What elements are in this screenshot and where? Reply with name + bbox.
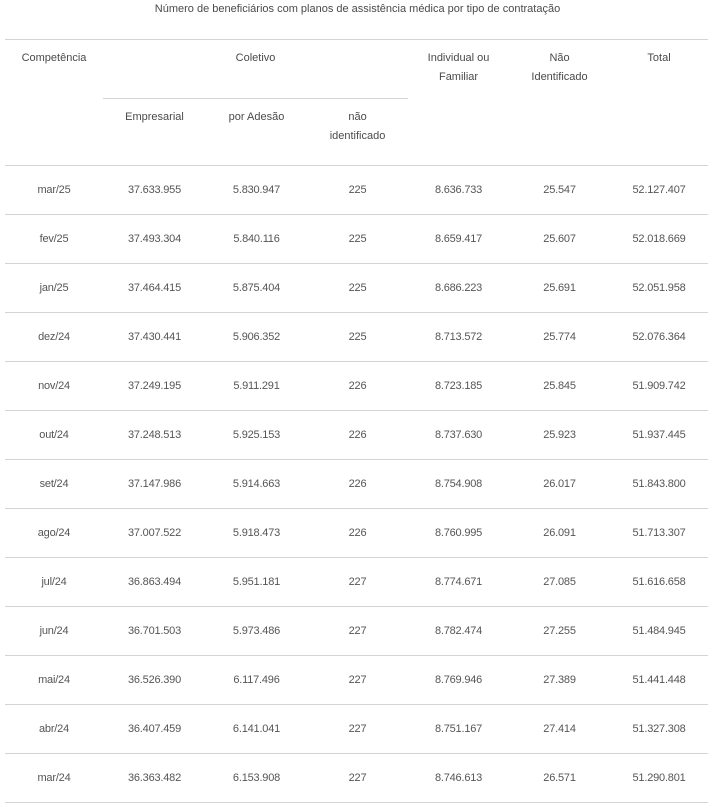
cell-empresarial: 36.363.482 [127, 772, 182, 784]
cell-empresarial: 37.007.522 [127, 527, 182, 539]
header-competencia: Competência [21, 52, 87, 64]
cell-total: 51.909.742 [632, 380, 686, 392]
cell-individual-familiar: 8.659.417 [434, 233, 483, 245]
table-body [5, 166, 708, 803]
cell-por-adesao: 5.830.947 [232, 184, 281, 196]
cell-competencia: mar/25 [37, 184, 71, 196]
cell-total: 51.484.945 [632, 625, 686, 637]
cell-total: 52.076.364 [632, 331, 686, 343]
header-nao-identificado-line1: não [348, 111, 367, 123]
cell-total: 51.713.307 [632, 527, 686, 539]
cell-por-adesao: 5.875.404 [232, 282, 281, 294]
cell-total: 52.127.407 [632, 184, 686, 196]
table-row [5, 558, 708, 607]
cell-competencia: abr/24 [39, 723, 69, 735]
cell-empresarial: 36.526.390 [127, 674, 182, 686]
cell-competencia: mai/24 [38, 674, 70, 686]
cell-nao-identificado-total: 25.607 [543, 233, 576, 245]
cell-competencia: jul/24 [41, 576, 67, 588]
table-row [5, 411, 708, 460]
cell-por-adesao: 5.906.352 [232, 331, 281, 343]
table-header [5, 40, 708, 166]
cell-individual-familiar: 8.782.474 [434, 625, 483, 637]
header-individual-line1: Individual ou [427, 52, 490, 64]
beneficiaries-table [5, 39, 708, 803]
cell-individual-familiar: 8.723.185 [434, 380, 483, 392]
header-nao-ident-line2: Identificado [531, 71, 588, 83]
cell-individual-familiar: 8.713.572 [434, 331, 483, 343]
cell-empresarial: 36.407.459 [127, 723, 182, 735]
cell-empresarial: 36.863.494 [127, 576, 182, 588]
cell-competencia: nov/24 [38, 380, 70, 392]
cell-empresarial: 37.248.513 [127, 429, 182, 441]
cell-nao-identificado-total: 25.923 [543, 429, 576, 441]
table-caption: Número de beneficiários com planos de assistência médica por tipo de contratação [154, 3, 561, 15]
cell-nao-identificado: 227 [348, 576, 367, 588]
cell-nao-identificado: 226 [348, 527, 367, 539]
header-total: Total [647, 52, 671, 64]
header-nao-ident-line1: Não [549, 52, 570, 64]
cell-empresarial: 37.249.195 [127, 380, 182, 392]
cell-nao-identificado: 227 [348, 625, 367, 637]
table-row [5, 362, 708, 411]
cell-total: 51.327.308 [632, 723, 686, 735]
cell-total: 52.051.958 [632, 282, 686, 294]
table-row [5, 509, 708, 558]
cell-individual-familiar: 8.769.946 [434, 674, 483, 686]
cell-empresarial: 37.464.415 [127, 282, 182, 294]
cell-individual-familiar: 8.636.733 [434, 184, 483, 196]
cell-por-adesao: 5.973.486 [232, 625, 281, 637]
cell-por-adesao: 5.840.116 [233, 233, 280, 245]
cell-por-adesao: 5.918.473 [232, 527, 281, 539]
cell-empresarial: 37.493.304 [127, 233, 182, 245]
cell-nao-identificado-total: 25.774 [543, 331, 576, 343]
header-nao-identificado-total [509, 40, 610, 166]
cell-competencia: mar/24 [37, 772, 71, 784]
table-row [5, 460, 708, 509]
cell-nao-identificado: 227 [348, 723, 367, 735]
header-por-adesao: por Adesão [228, 111, 285, 123]
cell-competencia: dez/24 [38, 331, 70, 343]
table-row [5, 656, 708, 705]
cell-total: 51.441.448 [632, 674, 686, 686]
cell-individual-familiar: 8.774.671 [434, 576, 483, 588]
cell-total: 51.937.445 [632, 429, 686, 441]
cell-competencia: jan/25 [39, 282, 69, 294]
cell-por-adesao: 5.925.153 [232, 429, 281, 441]
cell-por-adesao: 6.141.041 [232, 723, 281, 735]
cell-total: 51.843.800 [632, 478, 686, 490]
cell-nao-identificado: 226 [348, 380, 367, 392]
cell-nao-identificado-total: 25.691 [543, 282, 576, 294]
cell-empresarial: 37.633.955 [127, 184, 182, 196]
table-row [5, 607, 708, 656]
header-row-1 [5, 40, 708, 99]
cell-individual-familiar: 8.737.630 [434, 429, 483, 441]
cell-empresarial: 37.430.441 [127, 331, 182, 343]
cell-nao-identificado: 226 [348, 478, 367, 490]
cell-competencia: set/24 [39, 478, 69, 490]
table-row [5, 215, 708, 264]
cell-nao-identificado-total: 27.389 [543, 674, 576, 686]
cell-empresarial: 36.701.503 [127, 625, 182, 637]
cell-nao-identificado-total: 26.017 [543, 478, 576, 490]
header-coletivo: Coletivo [103, 40, 408, 99]
cell-nao-identificado-total: 27.085 [543, 576, 576, 588]
cell-individual-familiar: 8.751.167 [434, 723, 483, 735]
cell-nao-identificado-total: 25.547 [543, 184, 576, 196]
cell-empresarial: 37.147.986 [127, 478, 182, 490]
cell-nao-identificado-total: 27.255 [543, 625, 576, 637]
cell-total: 52.018.669 [632, 233, 686, 245]
cell-competencia: ago/24 [37, 527, 71, 539]
cell-competencia: jun/24 [39, 625, 69, 637]
table-row [5, 264, 708, 313]
table-row [5, 166, 708, 215]
cell-individual-familiar: 8.754.908 [434, 478, 483, 490]
header-empresarial: Empresarial [125, 111, 184, 123]
cell-por-adesao: 5.951.181 [232, 576, 281, 588]
table-row [5, 705, 708, 754]
cell-nao-identificado: 226 [348, 429, 367, 441]
table-row [5, 754, 708, 803]
cell-por-adesao: 6.153.908 [232, 772, 281, 784]
header-nao-identificado-line2: identificado [329, 130, 386, 142]
cell-individual-familiar: 8.686.223 [434, 282, 483, 294]
cell-por-adesao: 6.117.496 [233, 674, 280, 686]
cell-por-adesao: 5.911.291 [233, 380, 280, 392]
cell-por-adesao: 5.914.663 [232, 478, 281, 490]
cell-individual-familiar: 8.746.613 [434, 772, 483, 784]
cell-nao-identificado: 227 [348, 772, 367, 784]
cell-nao-identificado-total: 26.091 [543, 527, 576, 539]
cell-competencia: out/24 [39, 429, 69, 441]
cell-nao-identificado: 225 [348, 184, 367, 196]
cell-nao-identificado-total: 25.845 [543, 380, 576, 392]
cell-nao-identificado: 225 [348, 233, 367, 245]
header-individual-familiar [408, 40, 509, 166]
cell-nao-identificado-total: 27.414 [543, 723, 576, 735]
cell-individual-familiar: 8.760.995 [434, 527, 483, 539]
cell-nao-identificado: 227 [348, 674, 367, 686]
cell-competencia: fev/25 [39, 233, 69, 245]
cell-nao-identificado: 225 [348, 282, 367, 294]
cell-nao-identificado: 225 [348, 331, 367, 343]
cell-total: 51.616.658 [632, 576, 686, 588]
table-row [5, 313, 708, 362]
header-nao-identificado [307, 99, 408, 166]
cell-nao-identificado-total: 26.571 [543, 772, 576, 784]
cell-total: 51.290.801 [632, 772, 686, 784]
header-individual-line2: Familiar [438, 71, 479, 83]
